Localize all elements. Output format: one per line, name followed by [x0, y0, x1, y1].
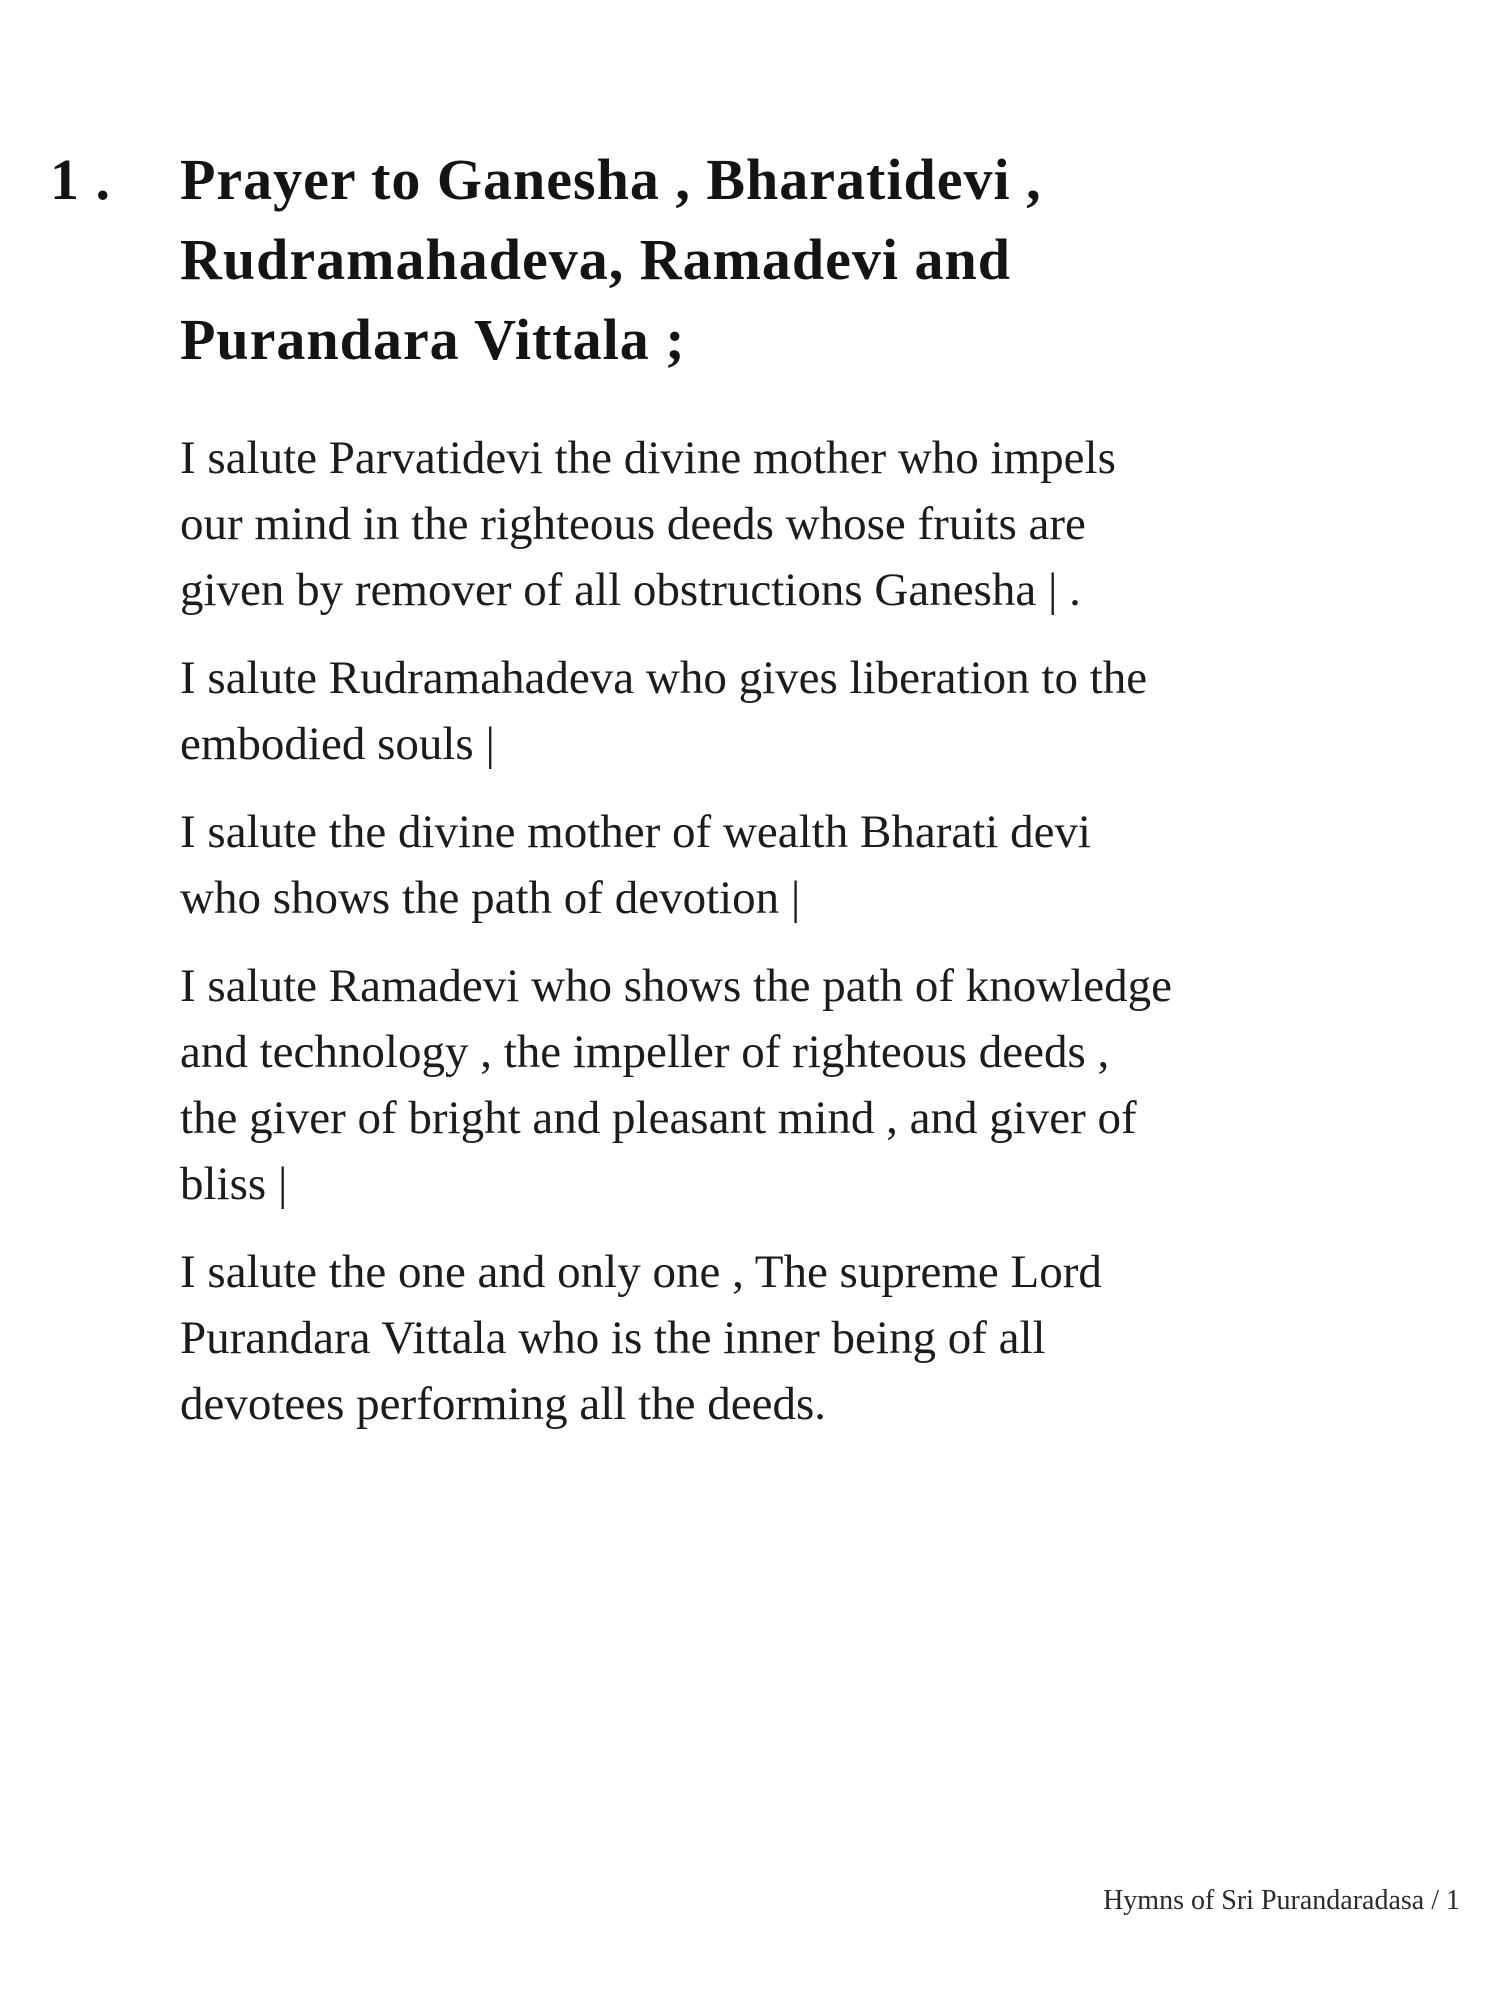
text-line: I salute the divine mother of wealth Bharati devi	[180, 806, 1091, 858]
text-line: Purandara Vittala who is the inner being of all	[180, 1312, 1046, 1364]
text-line: I salute Parvatidevi the divine mother who impels	[180, 432, 1116, 484]
page-footer: Hymns of Sri Purandaradasa / 1	[1103, 1885, 1460, 1916]
paragraph-parvatidevi	[180, 425, 1460, 623]
chapter-title-line: Purandara Vittala ;	[180, 307, 686, 372]
text-line: devotees performing all the deeds.	[180, 1378, 827, 1430]
text-line: embodied souls |	[180, 718, 495, 770]
chapter-title-line: Rudramahadeva, Ramadevi and	[180, 227, 1012, 292]
text-line: I salute Rudramahadeva who gives liberation to the	[180, 652, 1148, 704]
paragraph-purandara-vittala	[180, 1239, 1460, 1437]
paragraph-ramadevi	[180, 953, 1460, 1217]
text-line: and technology , the impeller of righteous deeds ,	[180, 1026, 1110, 1078]
chapter-number: 1 .	[50, 147, 111, 212]
text-line: I salute Ramadevi who shows the path of knowledge	[180, 960, 1173, 1012]
paragraph-rudramahadeva	[180, 645, 1460, 777]
text-line: the giver of bright and pleasant mind , and giver of	[180, 1092, 1137, 1144]
chapter-title	[180, 140, 1280, 380]
text-line: bliss |	[180, 1158, 288, 1210]
chapter-title-line: Prayer to Ganesha , Bharatidevi ,	[180, 147, 1042, 212]
body-text	[180, 425, 1460, 1459]
text-line: I salute the one and only one , The supreme Lord	[180, 1246, 1102, 1298]
paragraph-bharatidevi	[180, 799, 1460, 931]
text-line: who shows the path of devotion |	[180, 872, 801, 924]
text-line: given by remover of all obstructions Ganesha | .	[180, 564, 1081, 616]
text-line: our mind in the righteous deeds whose fruits are	[180, 498, 1086, 550]
